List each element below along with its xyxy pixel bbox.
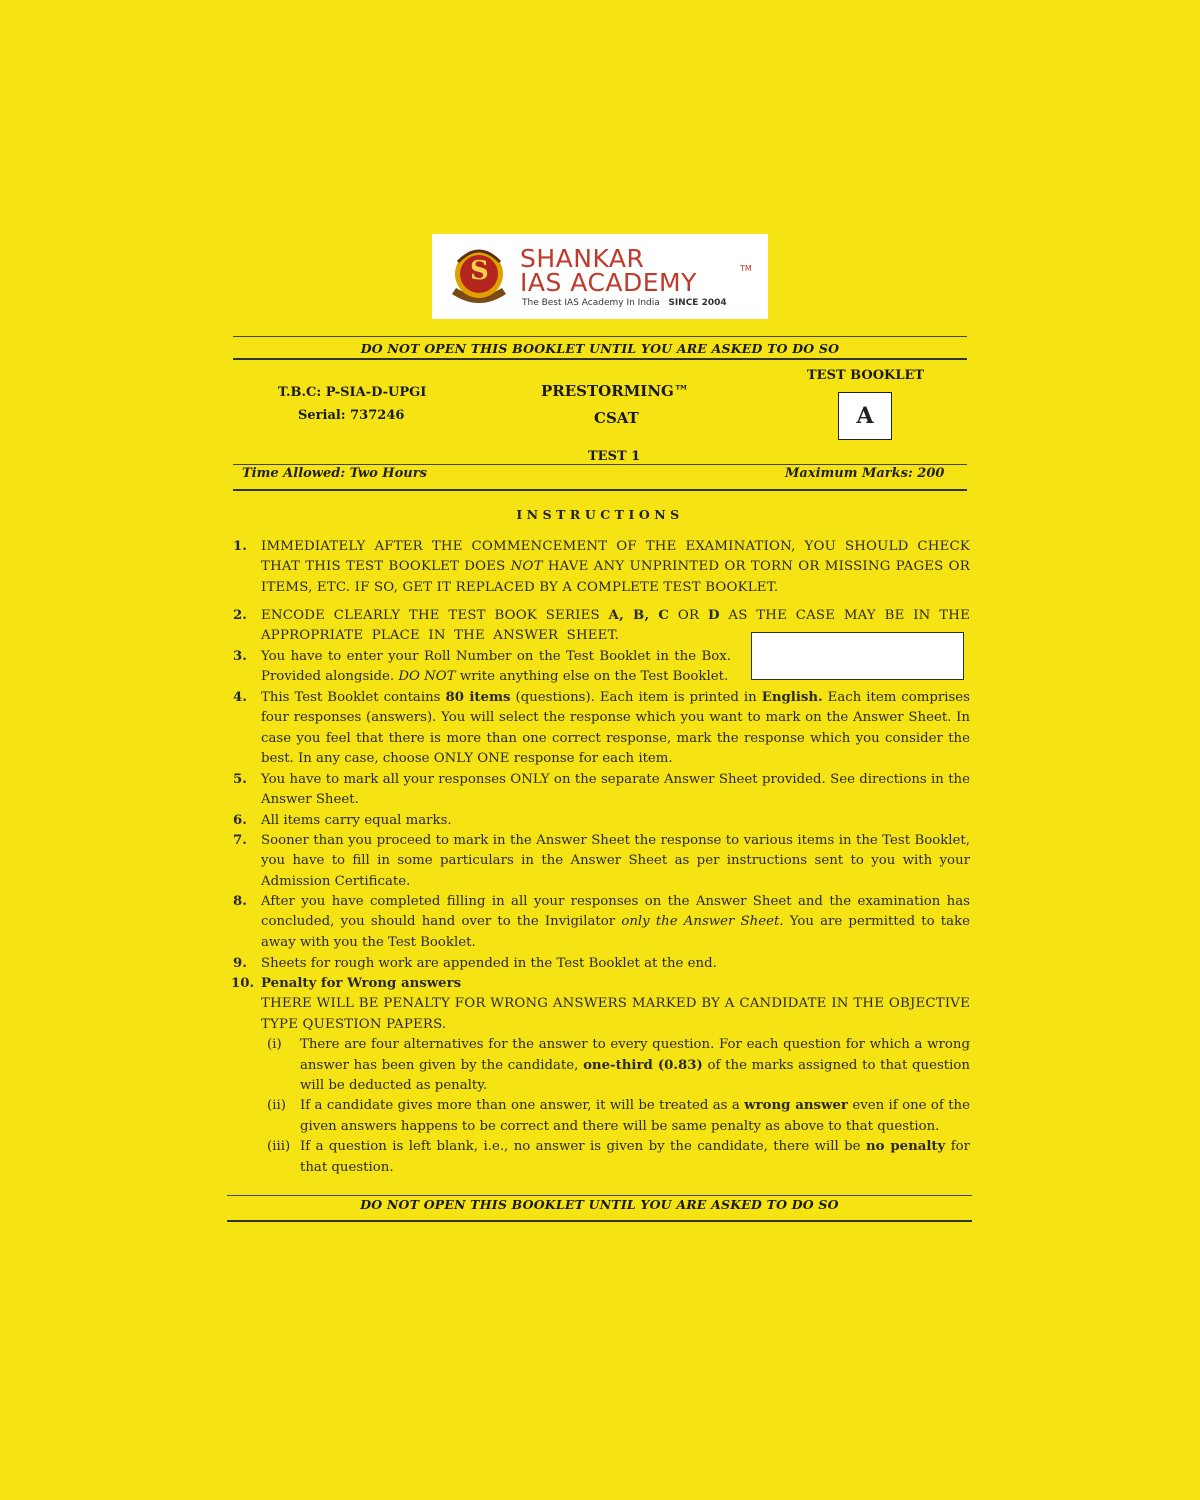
roll-number-box	[751, 632, 964, 680]
divider	[227, 1195, 972, 1196]
test-title: PRESTORMING™	[541, 382, 689, 400]
warning-bottom: DO NOT OPEN THIS BOOKLET UNTIL YOU ARE ASKED TO DO SO	[360, 1197, 839, 1212]
warning-top: DO NOT OPEN THIS BOOKLET UNTIL YOU ARE ASKED TO DO SO	[360, 341, 840, 356]
max-marks: Maximum Marks: 200	[785, 466, 945, 481]
instruction-10: 10. Penalty for Wrong answers THERE WILL BE PENALTY FOR WRONG ANSWERS MARKED BY A CANDIDATE IN THE OBJECTIVE TYPE QUESTION PAPERS. (i) There are four alternatives for the answer to every question. For each question for which a wrong answer has been given by the candidate, one-third (0.83) of the marks assigned to that question will be deducted as penalty. (ii) If a candidate gives more than one answer, it will be treated as a wrong answer even if one of the given answers happens to be correct and there will be same penalty as above to that question. (iii) If a question is left blank, i.e., no answer is given by the candidate, there will be no penalty for that question.	[231, 974, 970, 1178]
divider	[233, 464, 967, 465]
divider	[233, 489, 967, 491]
instruction-9: 9. Sheets for rough work are appended in the Test Booklet at the end.	[233, 956, 717, 971]
penalty-text: THERE WILL BE PENALTY FOR WRONG ANSWERS MARKED BY A CANDIDATE IN THE OBJECTIVE TYPE QUESTION PAPERS.	[261, 996, 970, 1032]
instruction-1: 1. IMMEDIATELY AFTER THE COMMENCEMENT OF THE EXAMINATION, YOU SHOULD CHECK THAT THIS TEST BOOKLET DOES NOT HAVE ANY UNPRINTED OR TORN OR MISSING PAGES OR ITEMS, ETC. IF SO, GET IT REPLACED BY A COMPLETE TEST BOOKLET.	[233, 539, 970, 595]
penalty-item-1: (i) There are four alternatives for the answer to every question. For each question for which a wrong answer has been given by the candidate, one-third (0.83) of the marks assigned to that question will be deducted as penalty.	[267, 1037, 970, 1094]
logo-tagline: The Best IAS Academy In India SINCE 2004	[522, 298, 727, 308]
logo-trademark: TM	[740, 264, 752, 273]
serial-number: Serial: 737246	[298, 408, 405, 423]
instruction-4: 4. This Test Booklet contains 80 items (questions). Each item is printed in English. Each item comprises four responses (answers). You will select the response which you want to mark on the Answer Sheet. In case you feel that there is more than one correct response, mark the response which you consider the best. In any case, choose ONLY ONE response for each item.	[233, 690, 970, 767]
emblem-letter: S	[470, 256, 489, 286]
instruction-5: 5. You have to mark all your responses ONLY on the separate Answer Sheet provided. See directions in the Answer Sheet.	[233, 772, 970, 808]
booklet-label: TEST BOOKLET	[807, 368, 925, 383]
tbc-code: T.B.C: P-SIA-D-UPGI	[278, 385, 427, 400]
instruction-8: 8. After you have completed filling in all your responses on the Answer Sheet and the examination has concluded, you should hand over to the Invigilator only the Answer Sheet. You are permitted to take away with you the Test Booklet.	[233, 894, 971, 950]
penalty-item-3: (iii) If a question is left blank, i.e., no answer is given by the candidate, there will be no penalty for that question.	[267, 1139, 970, 1175]
instruction-3: 3. You have to enter your Roll Number on the Test Booklet in the Box. Provided alongside. DO NOT write anything else on the Test Booklet.	[233, 649, 731, 685]
penalty-item-2: (ii) If a candidate gives more than one answer, it will be treated as a wrong answer even if one of the given answers happens to be correct and there will be same penalty as above to that question.	[267, 1098, 970, 1134]
instruction-7: 7. Sooner than you proceed to mark in the Answer Sheet the response to various items in the Test Booklet, you have to fill in some particulars in the Answer Sheet as per instructions sent to you with your Admission Certificate.	[233, 833, 970, 889]
instruction-2: 2. ENCODE CLEARLY THE TEST BOOK SERIES A, B, C OR D AS THE CASE MAY BE IN THE APPROPRIATE PLACE IN THE ANSWER SHEET.	[233, 608, 970, 644]
divider	[233, 336, 967, 337]
time-allowed: Time Allowed: Two Hours	[242, 466, 427, 481]
divider	[227, 1220, 972, 1222]
logo-line-2: IAS ACADEMY	[520, 268, 697, 297]
penalty-heading: Penalty for Wrong answers	[261, 976, 462, 991]
test-number: TEST 1	[588, 449, 641, 464]
divider	[233, 358, 967, 360]
booklet-series-box: A	[838, 392, 892, 440]
academy-logo	[432, 234, 768, 319]
logo-line-1: SHANKAR	[520, 244, 645, 273]
instruction-6: 6. All items carry equal marks.	[233, 813, 452, 828]
test-subtitle: CSAT	[594, 409, 639, 427]
instructions-heading: INSTRUCTIONS	[516, 507, 684, 522]
